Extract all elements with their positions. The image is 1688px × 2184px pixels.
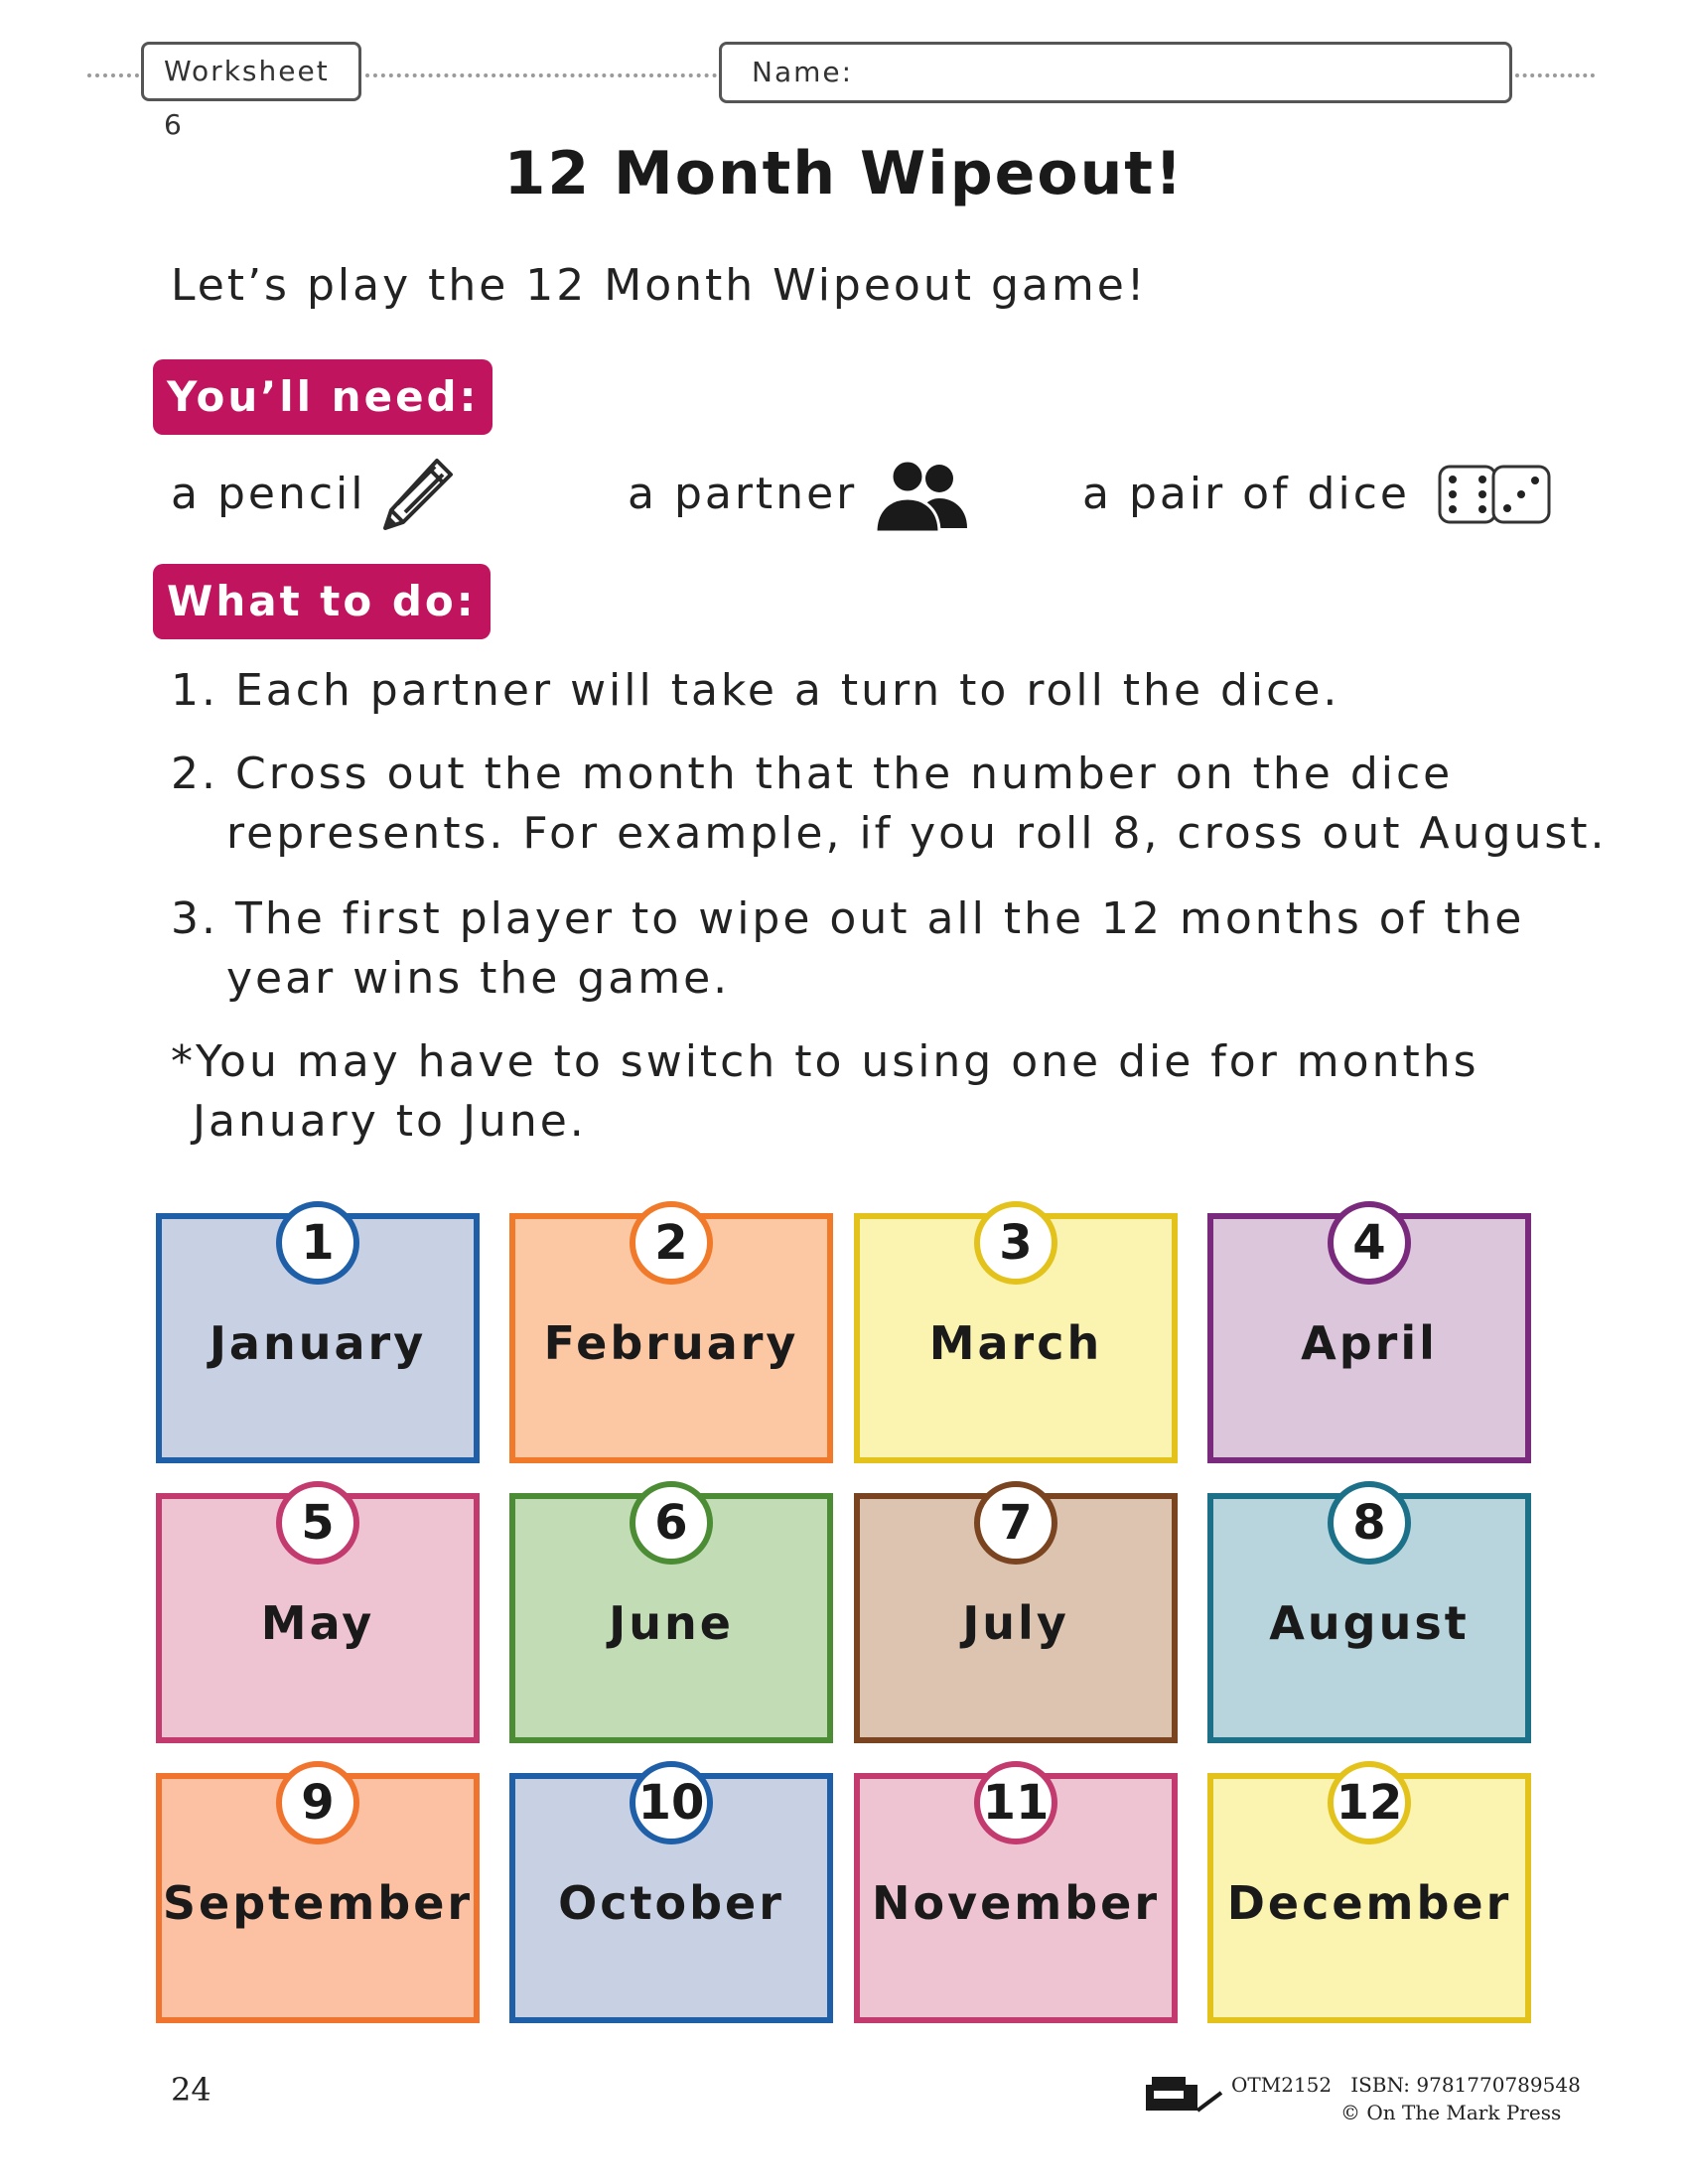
step-1: 1. Each partner will take a turn to roll the dice. [171, 665, 1340, 716]
step-3-line-1: 3. The first player to wipe out all the 12 months of the [171, 893, 1525, 944]
step-3-line-2: year wins the game. [226, 953, 731, 1004]
copyright: © On The Mark Press [1340, 2101, 1562, 2124]
month-name: October [558, 1876, 784, 1930]
month-name: April [1301, 1316, 1438, 1370]
month-name: November [871, 1876, 1161, 1930]
people-icon [874, 459, 971, 534]
month-name: August [1269, 1596, 1470, 1650]
month-name: May [260, 1596, 375, 1650]
month-name: March [928, 1316, 1103, 1370]
pencil-icon [375, 453, 459, 536]
need-item-partner-label: a partner [628, 469, 858, 519]
need-item-pencil-label: a pencil [171, 469, 366, 519]
month-number-badge: 9 [276, 1761, 359, 1844]
month-number-badge: 10 [630, 1761, 713, 1844]
publisher-logo-icon [1142, 2071, 1225, 2115]
product-code [1231, 2073, 1581, 2097]
month-name: January [209, 1316, 427, 1370]
header-dotted-rule-middle [365, 73, 717, 77]
month-number-badge: 12 [1328, 1761, 1411, 1844]
month-number-badge: 8 [1328, 1481, 1411, 1565]
month-number-badge: 3 [974, 1201, 1057, 1285]
isbn-text: ISBN: 9781770789548 [1350, 2073, 1581, 2097]
month-number-badge: 7 [974, 1481, 1057, 1565]
step-2-line-2: represents. For example, if you roll 8, cross out August. [226, 808, 1608, 859]
month-number-badge: 4 [1328, 1201, 1411, 1285]
product-code-text: OTM2152 [1231, 2073, 1333, 2097]
month-number-badge: 11 [974, 1761, 1057, 1844]
header-dotted-rule-left [87, 73, 139, 77]
month-number-badge: 2 [630, 1201, 713, 1285]
month-number-badge: 6 [630, 1481, 713, 1565]
header-dotted-rule-right [1515, 73, 1595, 77]
month-number-badge: 5 [276, 1481, 359, 1565]
dice-icon [1436, 463, 1553, 526]
worksheet-label: Worksheet 6 [141, 42, 361, 101]
intro-text: Let’s play the 12 Month Wipeout game! [171, 260, 1148, 311]
steps-heading: What to do: [153, 564, 491, 639]
page-number: 24 [171, 2071, 211, 2109]
needs-heading: You’ll need: [153, 359, 492, 435]
month-name: July [962, 1596, 1069, 1650]
month-number-badge: 1 [276, 1201, 359, 1285]
month-name: June [609, 1596, 734, 1650]
month-name: February [543, 1316, 799, 1370]
page-title: 12 Month Wipeout! [503, 139, 1185, 208]
step-2-line-1: 2. Cross out the month that the number on the dice [171, 749, 1454, 799]
name-field[interactable]: Name: [719, 42, 1512, 103]
month-name: December [1226, 1876, 1512, 1930]
note-line-2: January to June. [193, 1096, 587, 1147]
need-item-dice-label: a pair of dice [1082, 469, 1410, 519]
note-line-1: *You may have to switch to using one die for months [171, 1036, 1479, 1087]
month-name: September [162, 1876, 474, 1930]
